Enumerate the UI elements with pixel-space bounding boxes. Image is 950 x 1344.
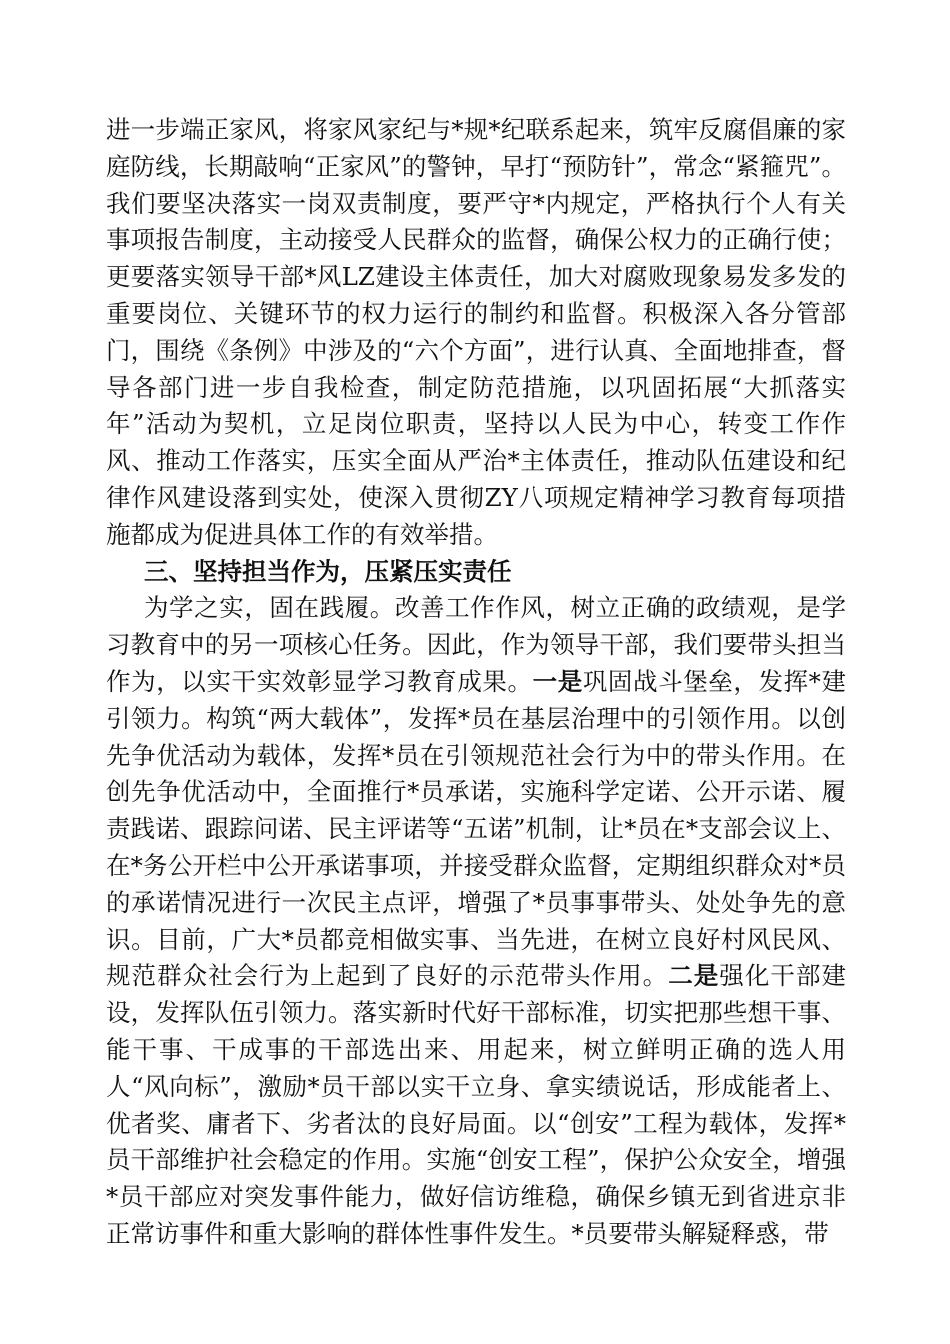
paragraph-text: 强化干部建设，发挥队伍引领力。落实新时代好干部标准，切实把那些想干事、能干事、干成事的干部选出来、用起来，树立鲜明正确的选人用人“风向标”，激励*员干部以实干立身、拿实绩说话，形成能者上、优者奖、庸者下、劣者汰的良好局面。以“创安”工程为载体，发挥*员干部维护社会稳定的作用。实施“创安工程”，保护公众安全，增强*员干部应对突发事件能力，做好信访维稳，确保乡镇无到省进京非正常访事件和重大影响的群体性事件发生。*员要带头解疑释惑，带	[106, 961, 847, 1248]
enumeration-marker: 二是	[668, 961, 720, 991]
document-page	[106, 112, 846, 1253]
section-heading: 三、坚持担当作为，压紧压实责任	[144, 556, 512, 586]
body-paragraph	[106, 590, 846, 1252]
body-paragraph	[106, 112, 846, 554]
paragraph-text: 为学之实，固在践履。改善工作作风，树立正确的政绩观，是学习教育中的另一项核心任务。因此，作为领导干部，我们要带头担当作为，以实干实效彰显学习教育成果。	[106, 593, 846, 696]
paragraph-text: 巩固战斗堡垒，发挥*建引领力。构筑“两大载体”，发挥*员在基层治理中的引领作用。以创先争优活动为载体，发挥*员在引领规范社会行为中的带头作用。在创先争优活动中，全面推行*员承诺，实施科学定诺、公开示诺、履责践诺、跟踪问诺、民主评诺等“五诺”机制，让*员在*支部会议上、在*务公开栏中公开承诺事项，并接受群众监督，定期组织群众对*员的承诺情况进行一次民主点评，增强了*员事事带头、处处争先的意识。目前，广大*员都竞相做实事、当先进，在树立良好村风民风、规范群众社会行为上起到了良好的示范带头作用。	[106, 666, 847, 991]
enumeration-marker: 一是	[532, 666, 583, 696]
paragraph-text: 进一步端正家风，将家风家纪与*规*纪联系起来，筑牢反腐倡廉的家庭防线，长期敲响“正家风”的警钟，早打“预防针”，常念“紧箍咒”。我们要坚决落实一岗双责制度，要严守*内规定，严格执行个人有关事项报告制度，主动接受人民群众的监督，确保公权力的正确行使；更要落实领导干部*风LZ建设主体责任，加大对腐败现象易发多发的重要岗位、关键环节的权力运行的制约和监督。积极深入各分管部门，围绕《条例》中涉及的“六个方面”，进行认真、全面地排查，督导各部门进一步自我检查，制定防范措施，以巩固拓展“大抓落实年”活动为契机，立足岗位职责，坚持以人民为中心，转变工作作风、推动工作落实，压实全面从严治*主体责任，推动队伍建设和纪律作风建设落到实处，使深入贯彻ZY八项规定精神学习教育每项措施都成为促进具体工作的有效举措。	[106, 115, 846, 549]
